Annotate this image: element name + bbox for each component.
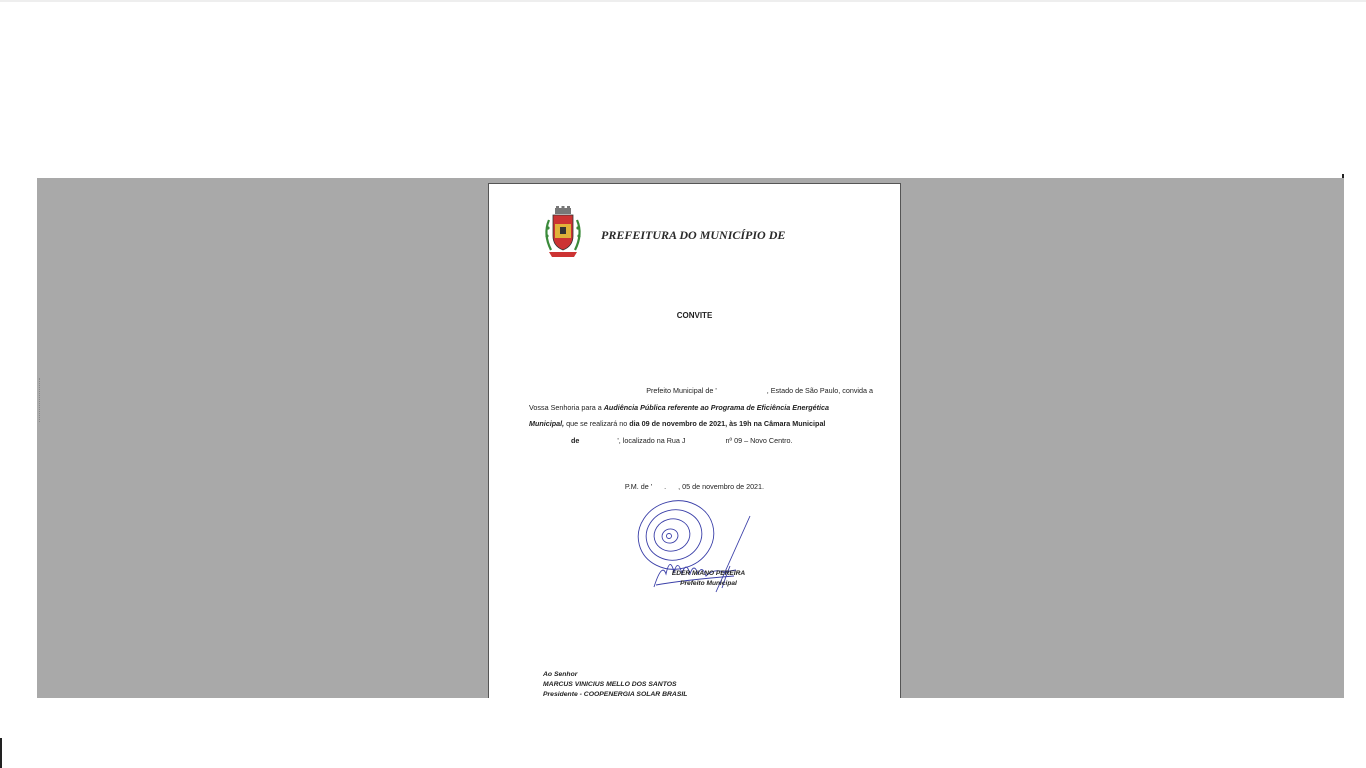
body-text: de [571, 435, 580, 445]
event-name: Audiência Pública referente ao Programa de Eficiência Energética [603, 402, 830, 412]
body-text: Prefeito Municipal de ' [646, 386, 717, 395]
date-line [489, 482, 900, 491]
document-heading: CONVITE [676, 311, 713, 320]
municipal-coat-of-arms-icon [539, 206, 587, 260]
body-line-3 [529, 416, 873, 433]
recipient-name: MARCUS VINICIUS MELLO DOS SANTOS [543, 681, 677, 688]
signer-role: Prefeito Municipal [680, 580, 737, 587]
body-line-1 [529, 383, 873, 400]
scroll-grip[interactable] [39, 378, 43, 422]
body-line-4 [529, 433, 873, 450]
date-place: P.M. de ' [624, 482, 653, 491]
window-top-edge [0, 0, 1366, 2]
signer-name: EDER MIANO PEREIRA [671, 570, 746, 577]
recipient-title: Presidente - COOPENERGIA SOLAR BRASIL [543, 691, 688, 698]
event-date: dia 09 de novembro de 2021, às 19h na Câmara Municipal [629, 419, 826, 428]
document-page [488, 183, 901, 698]
signer-block [489, 569, 900, 589]
date-mark: . [664, 482, 667, 491]
event-address-number: nº 09 – Novo Centro. [725, 435, 793, 445]
body-line-2 [529, 400, 873, 417]
document-viewer[interactable] [37, 178, 1344, 698]
recipient-block [543, 670, 687, 698]
header-title: PREFEITURA DO MUNICÍPIO DE [601, 228, 786, 242]
event-name-end: Municipal, [529, 419, 565, 428]
bottom-edge-mark [0, 738, 2, 768]
recipient-salutation: Ao Senhor [543, 671, 578, 678]
invitation-body [529, 383, 873, 449]
event-address: ', localizado na Rua J [617, 435, 686, 445]
date-text: , 05 de novembro de 2021. [678, 482, 765, 491]
body-text: Vossa Senhoria para a [529, 402, 604, 412]
body-text: , Estado de São Paulo, convida a [766, 386, 873, 395]
body-text: que se realizará no [564, 419, 630, 428]
